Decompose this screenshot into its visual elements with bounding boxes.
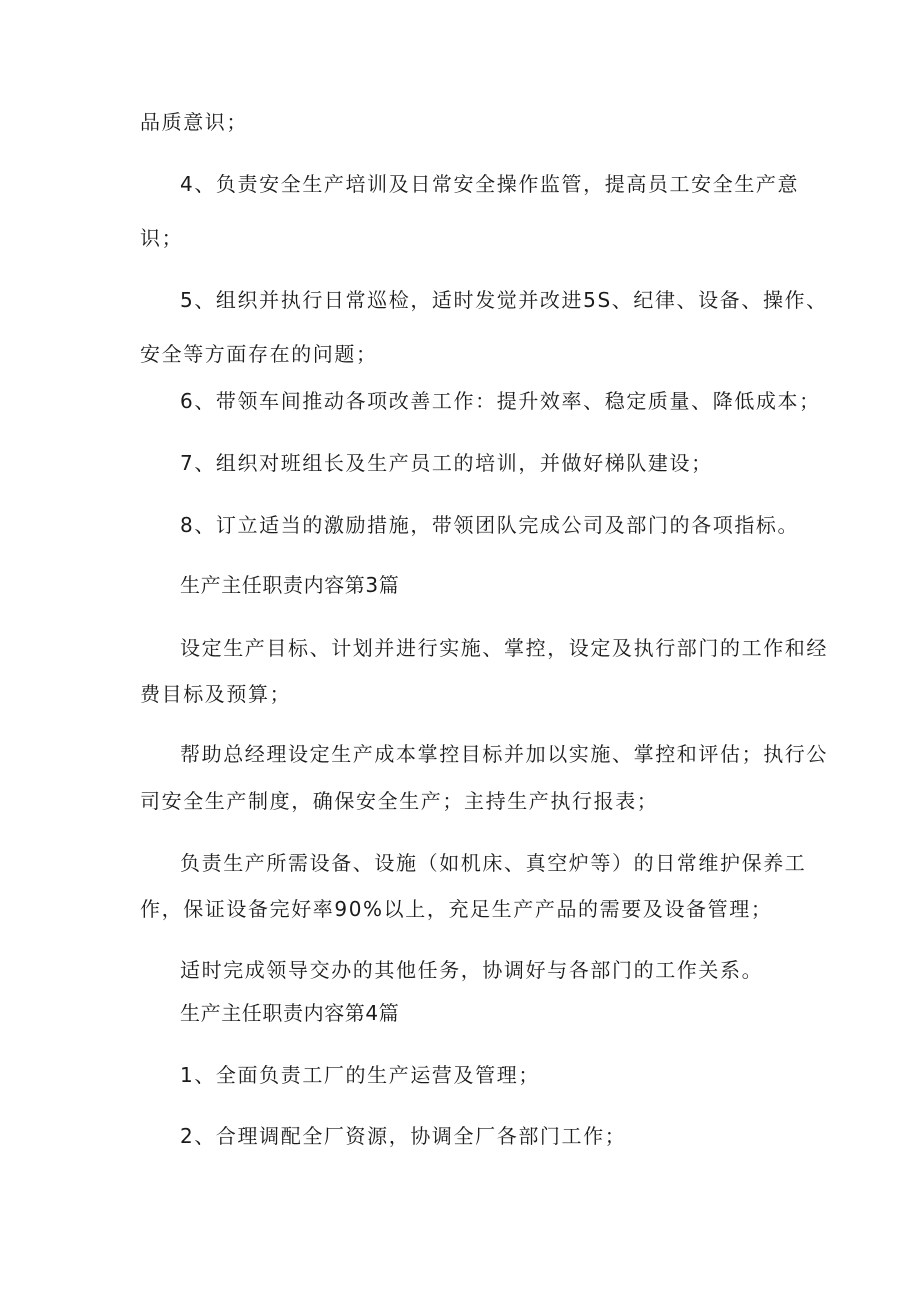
list-item-8: 8、订立适当的激励措施，带领团队完成公司及部门的各项指标。 <box>180 513 800 537</box>
list-item-1: 1、全面负责工厂的生产运营及管理； <box>180 1063 540 1087</box>
text-line: 识； <box>140 226 184 250</box>
list-item-7: 7、组织对班组长及生产员工的培训，并做好梯队建设； <box>180 451 713 475</box>
text-line: 安全等方面存在的问题； <box>140 342 378 366</box>
paragraph-line: 设定生产目标、计划并进行实施、掌控，设定及执行部门的工作和经 <box>180 636 828 660</box>
list-item-6: 6、带领车间推动各项改善工作：提升效率、稳定质量、降低成本； <box>180 389 821 413</box>
text-line: 费目标及预算； <box>140 682 292 706</box>
paragraph-line: 帮助总经理设定生产成本掌控目标并加以实施、掌控和评估；执行公 <box>180 742 828 766</box>
text-line: 品质意识； <box>140 110 248 134</box>
list-item-2: 2、合理调配全厂资源，协调全厂各部门工作； <box>180 1124 627 1148</box>
section-heading-4: 生产主任职责内容第4篇 <box>180 1001 400 1025</box>
paragraph-line: 适时完成领导交办的其他任务，协调好与各部门的工作关系。 <box>180 958 764 982</box>
list-item-4: 4、负责安全生产培训及日常安全操作监管，提高员工安全生产意 <box>180 172 800 196</box>
text-line: 作，保证设备完好率90%以上，充足生产产品的需要及设备管理； <box>140 897 773 921</box>
text-line: 司安全生产制度，确保安全生产；主持生产执行报表； <box>140 789 659 813</box>
section-heading-3: 生产主任职责内容第3篇 <box>180 573 400 597</box>
list-item-5: 5、组织并执行日常巡检，适时发觉并改进5S、纪律、设备、操作、 <box>180 288 828 312</box>
paragraph-line: 负责生产所需设备、设施（如机床、真空炉等）的日常维护保养工 <box>180 851 807 875</box>
